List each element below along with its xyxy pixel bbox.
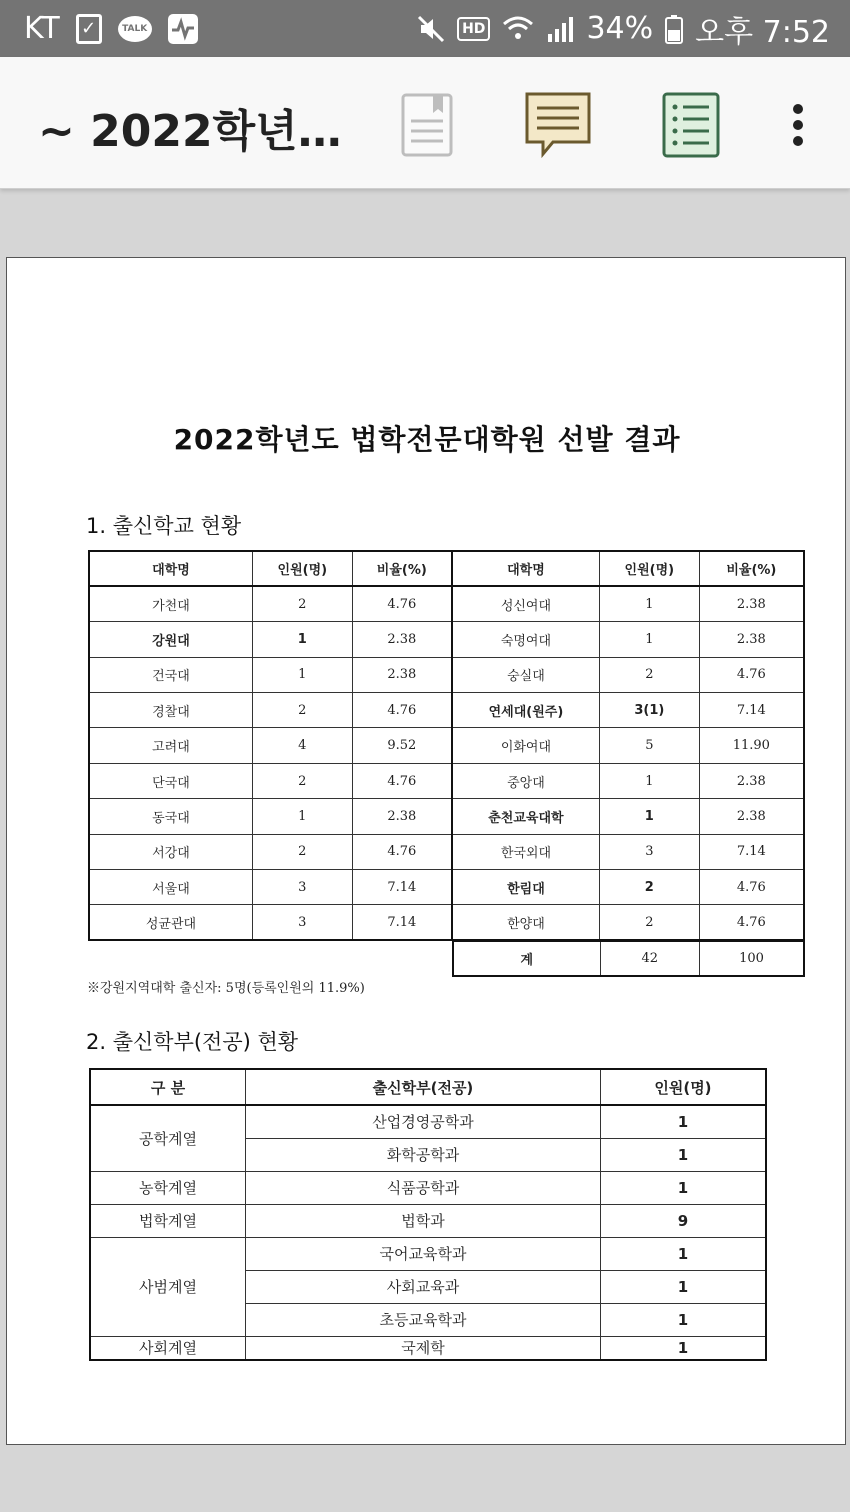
count-cell: 1 <box>600 1336 766 1360</box>
table-row <box>90 1204 766 1237</box>
ratio-cell: 2.38 <box>699 799 804 834</box>
count-cell: 1 <box>252 799 352 834</box>
ratio-cell: 4.76 <box>699 657 804 692</box>
count-cell: 1 <box>599 799 699 834</box>
ratio-cell: 4.76 <box>352 834 452 869</box>
list-icon <box>661 91 721 159</box>
column-header: 대학명 <box>89 551 252 586</box>
count-cell: 1 <box>600 1237 766 1270</box>
ratio-cell: 4.76 <box>352 763 452 798</box>
school-name-cell: 중앙대 <box>452 763 600 798</box>
table-row <box>89 622 804 657</box>
table-header-row <box>90 1069 766 1105</box>
ratio-cell: 7.14 <box>699 693 804 728</box>
more-options-button[interactable] <box>770 90 826 160</box>
major-cell: 초등교육학과 <box>246 1303 601 1336</box>
count-cell: 1 <box>600 1171 766 1204</box>
total-ratio: 100 <box>700 941 804 976</box>
count-cell: 1 <box>252 657 352 692</box>
ratio-cell: 11.90 <box>699 728 804 763</box>
battery-charging-icon <box>665 14 683 44</box>
category-cell: 법학계열 <box>90 1204 246 1237</box>
document-info-button[interactable] <box>392 90 462 160</box>
app-toolbar <box>0 57 850 189</box>
school-name-cell: 동국대 <box>89 799 252 834</box>
clock: 오후 7:52 <box>695 14 830 50</box>
school-name-cell: 한림대 <box>452 870 600 905</box>
ratio-cell: 2.38 <box>699 763 804 798</box>
major-cell: 국어교육학과 <box>246 1237 601 1270</box>
count-cell: 3 <box>252 905 352 940</box>
status-bar <box>0 0 850 57</box>
comment-button[interactable] <box>522 90 594 160</box>
battery-percent: 34% <box>586 11 654 46</box>
ratio-cell: 2.38 <box>699 586 804 621</box>
count-cell: 1 <box>599 586 699 621</box>
document-page[interactable] <box>6 257 846 1445</box>
table-row <box>89 834 804 869</box>
ratio-cell: 7.14 <box>699 834 804 869</box>
school-name-cell: 경찰대 <box>89 693 252 728</box>
table-row <box>90 1105 766 1138</box>
comment-icon <box>523 90 593 160</box>
kakaotalk-icon: TALK <box>118 16 152 42</box>
count-cell: 1 <box>252 622 352 657</box>
count-cell: 2 <box>599 905 699 940</box>
count-cell: 3 <box>599 834 699 869</box>
ratio-cell: 7.14 <box>352 870 452 905</box>
column-header: 비율(%) <box>699 551 804 586</box>
category-cell: 사범계열 <box>90 1237 246 1336</box>
more-vert-icon <box>791 103 805 147</box>
table-header-row <box>89 551 804 586</box>
column-header: 인원(명) <box>252 551 352 586</box>
table-row <box>89 763 804 798</box>
count-cell: 2 <box>252 693 352 728</box>
school-name-cell: 성균관대 <box>89 905 252 940</box>
table-row <box>89 693 804 728</box>
footnote: ※강원지역대학 출신자: 5명(등록인원의 11.9%) <box>87 981 365 996</box>
count-cell: 5 <box>599 728 699 763</box>
school-name-cell: 연세대(원주) <box>452 693 600 728</box>
major-cell: 산업경영공학과 <box>246 1105 601 1138</box>
table-row <box>89 657 804 692</box>
school-name-cell: 춘천교육대학 <box>452 799 600 834</box>
table-row <box>89 799 804 834</box>
count-cell: 1 <box>600 1303 766 1336</box>
count-cell: 4 <box>252 728 352 763</box>
count-cell: 2 <box>252 586 352 621</box>
ratio-cell: 2.38 <box>352 622 452 657</box>
table-row <box>89 728 804 763</box>
count-cell: 2 <box>252 763 352 798</box>
school-total-table <box>452 940 805 977</box>
table-row <box>89 870 804 905</box>
count-cell: 1 <box>599 763 699 798</box>
section-2-heading: 2. 출신학부(전공) 현황 <box>86 1030 299 1054</box>
table-row <box>89 905 804 940</box>
section-1-heading: 1. 출신학교 현황 <box>86 514 242 538</box>
column-header: 인원(명) <box>599 551 699 586</box>
column-header: 구 분 <box>90 1069 246 1105</box>
major-table <box>89 1068 767 1361</box>
task-check-icon: ✓ <box>76 14 102 44</box>
ratio-cell: 9.52 <box>352 728 452 763</box>
column-header: 인원(명) <box>600 1069 766 1105</box>
major-cell: 사회교육과 <box>246 1270 601 1303</box>
major-cell: 화학공학과 <box>246 1138 601 1171</box>
school-name-cell: 서강대 <box>89 834 252 869</box>
outline-list-button[interactable] <box>656 90 726 160</box>
school-name-cell: 서울대 <box>89 870 252 905</box>
document-title: ~ 2022학년… <box>38 106 342 157</box>
school-name-cell: 숭실대 <box>452 657 600 692</box>
table-row <box>90 1237 766 1270</box>
ratio-cell: 4.76 <box>352 693 452 728</box>
activity-icon <box>168 14 198 44</box>
table-row <box>89 586 804 621</box>
ratio-cell: 4.76 <box>699 870 804 905</box>
signal-icon <box>546 16 574 42</box>
ratio-cell: 4.76 <box>352 586 452 621</box>
document-icon <box>399 91 455 159</box>
school-name-cell: 성신여대 <box>452 586 600 621</box>
major-cell: 국제학 <box>246 1336 601 1360</box>
mute-icon <box>417 15 445 43</box>
total-row <box>453 941 804 976</box>
page-title: 2022학년도 법학전문대학원 선발 결과 <box>173 423 681 456</box>
ratio-cell: 7.14 <box>352 905 452 940</box>
count-cell: 1 <box>599 622 699 657</box>
total-count: 42 <box>600 941 699 976</box>
school-name-cell: 단국대 <box>89 763 252 798</box>
table-row <box>90 1336 766 1360</box>
count-cell: 2 <box>252 834 352 869</box>
school-name-cell: 가천대 <box>89 586 252 621</box>
school-name-cell: 강원대 <box>89 622 252 657</box>
column-header: 대학명 <box>452 551 600 586</box>
school-name-cell: 이화여대 <box>452 728 600 763</box>
ratio-cell: 2.38 <box>699 622 804 657</box>
school-name-cell: 숙명여대 <box>452 622 600 657</box>
school-table <box>88 550 805 941</box>
count-cell: 1 <box>600 1270 766 1303</box>
school-name-cell: 건국대 <box>89 657 252 692</box>
column-header: 출신학부(전공) <box>246 1069 601 1105</box>
school-name-cell: 한양대 <box>452 905 600 940</box>
count-cell: 2 <box>599 870 699 905</box>
count-cell: 1 <box>600 1105 766 1138</box>
hd-voice-icon: HD <box>457 17 490 41</box>
category-cell: 공학계열 <box>90 1105 246 1171</box>
table-row <box>90 1171 766 1204</box>
major-cell: 식품공학과 <box>246 1171 601 1204</box>
count-cell: 9 <box>600 1204 766 1237</box>
wifi-icon <box>502 16 534 42</box>
school-name-cell: 고려대 <box>89 728 252 763</box>
ratio-cell: 2.38 <box>352 799 452 834</box>
carrier-label: KT <box>24 11 60 46</box>
count-cell: 3 <box>252 870 352 905</box>
category-cell: 사회계열 <box>90 1336 246 1360</box>
total-label: 계 <box>453 941 600 976</box>
category-cell: 농학계열 <box>90 1171 246 1204</box>
school-name-cell: 한국외대 <box>452 834 600 869</box>
ratio-cell: 4.76 <box>699 905 804 940</box>
count-cell: 3(1) <box>599 693 699 728</box>
major-cell: 법학과 <box>246 1204 601 1237</box>
ratio-cell: 2.38 <box>352 657 452 692</box>
count-cell: 2 <box>599 657 699 692</box>
count-cell: 1 <box>600 1138 766 1171</box>
column-header: 비율(%) <box>352 551 452 586</box>
